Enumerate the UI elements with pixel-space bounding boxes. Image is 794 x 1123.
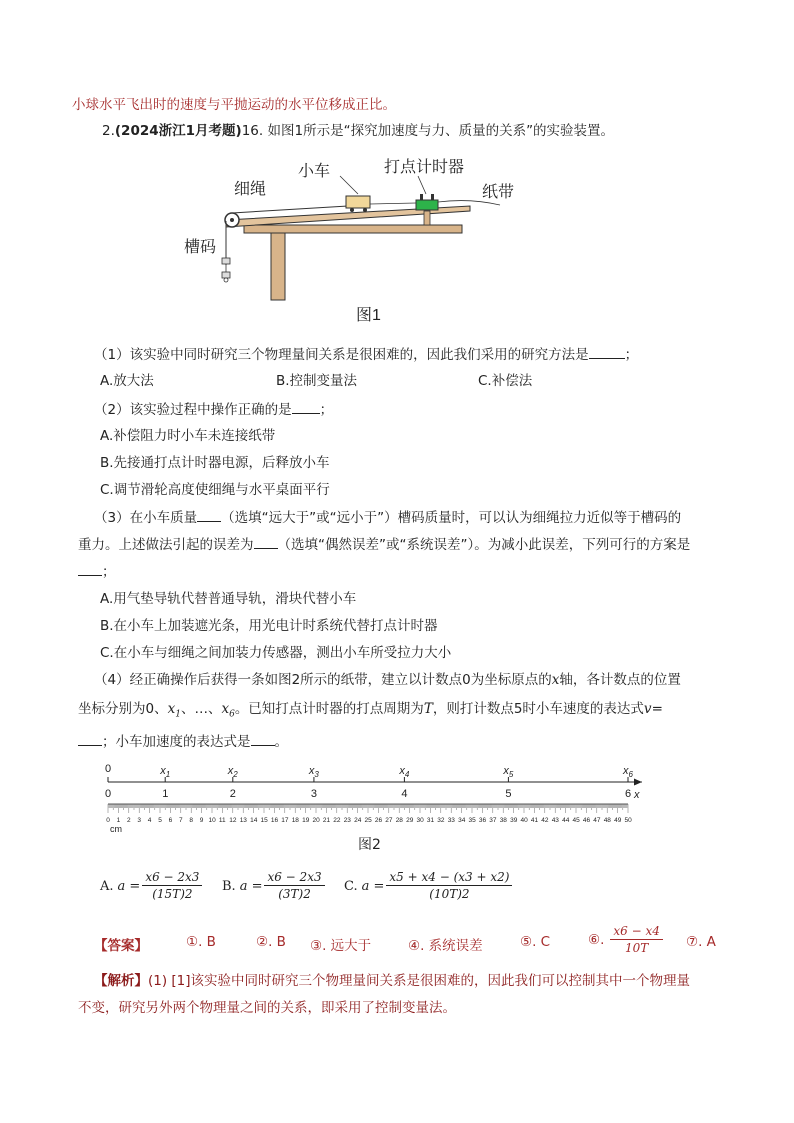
ruler-label-6: 6 [168,817,173,824]
ruler-label-10: 10 [208,817,216,824]
point-label-0: 0 [105,788,112,800]
point-label-6: 6 [625,788,632,800]
formula-option-c: C. a = $\frac{x5 + x4 - (x3 + x2)}{(10T)2}$ [344,870,514,902]
paper-tape [438,201,500,205]
part3-line-3: ； [78,562,116,581]
answer-4: ④. 系统误差 [408,938,483,954]
ruler-label-9: 9 [199,817,204,824]
analysis-line-1: 【解析】(1) [1]该实验中同时研究三个物理量间关系是很困难的，因此我们可以控制其中一个物理量 [94,973,691,989]
question-index: 16. [241,123,264,139]
formula-option-a: A. a = $\frac{x6 - 2x3}{(15T)2}$ [100,870,204,902]
answer-2: ②. B [256,934,286,950]
ruler-label-4: 4 [147,817,152,824]
x-label-2: $x_2$ [227,765,238,779]
answer-7: ⑦. A [686,934,716,950]
ruler-label-20: 20 [312,817,320,824]
part4-line-1: （4）经正确操作后获得一条如图2所示的纸带，建立以计数点0为坐标原点的x轴，各计数点的位置 [94,672,681,688]
answer-tag: 【答案】 [94,938,148,954]
figure-2-unit: cm [110,824,122,834]
question-stem [102,122,614,140]
x-label-5: $x_5$ [503,765,514,779]
ruler-label-36: 36 [478,817,487,824]
part2-option-a: A.补偿阻力时小车未连接纸带 [100,428,276,444]
ruler-label-46: 46 [582,817,591,824]
intro-line: 小球水平飞出时的速度与平抛运动的水平位移成正比。 [72,97,396,113]
ruler-label-35: 35 [468,817,476,824]
ruler-label-5: 5 [158,817,162,824]
label-rope: 细绳 [234,181,267,198]
car [346,196,370,208]
figure-2-caption: 图2 [358,837,381,853]
question-source: (2024浙江1月考题) [114,123,242,139]
ruler-label-3: 3 [137,817,142,824]
label-weight: 槽码 [184,239,217,256]
rope-line [232,206,348,213]
ruler-label-14: 14 [250,817,258,824]
answer-6: ⑥. $\frac{x6 - x4}{10T}$ [588,924,665,956]
ruler-label-37: 37 [489,817,497,824]
ruler-label-33: 33 [447,817,455,824]
part2-question: （2）该实验过程中操作正确的是 ； [94,402,334,418]
ruler-label-25: 25 [364,817,372,824]
ruler-label-38: 38 [499,817,507,824]
axis-x-symbol: x [634,789,640,801]
ruler-label-8: 8 [189,817,194,824]
point-label-4: 4 [401,788,408,800]
x-axis-arrow [634,779,642,786]
ruler-label-22: 22 [333,817,341,824]
ruler-label-12: 12 [229,817,237,824]
table-leg [271,233,285,300]
ruler-label-30: 30 [416,817,424,824]
figure-1-caption: 图1 [356,307,381,324]
part1-option-a: A.放大法 [100,373,154,389]
ruler-label-26: 26 [374,817,383,824]
ruler-label-32: 32 [437,817,445,824]
label-car: 小车 [298,163,331,180]
point-label-3: 3 [310,788,318,800]
ruler-label-16: 16 [270,817,279,824]
part4-line-2: 坐标分别为0、$x_1$、…、$x_6$。已知打点计时器的打点周期为T，则打计数点5时小车速度的表达式v= [78,701,663,720]
x-label-3: $x_3$ [308,765,319,779]
question-text: 如图1所示是“探究加速度与力、质量的关系”的实验装置。 [267,123,615,139]
x-label-6: $x_6$ [623,765,633,779]
ruler-label-17: 17 [281,817,289,824]
part3-line-2: 重力。上述做法引起的误差为 （选填“偶然误差”或“系统误差”）。为减小此误差，下列可行的方案是 [78,537,691,553]
ruler-label-11: 11 [218,817,226,824]
table-board [244,225,462,233]
ruler-label-27: 27 [385,817,393,824]
question-number: 2. [102,123,115,139]
ruler-label-13: 13 [239,817,247,824]
formula-option-b: B. a = $\frac{x6 - 2x3}{(3T)2}$ [222,870,327,902]
ruler-label-24: 24 [354,817,362,824]
ruler-label-7: 7 [179,817,183,824]
answer-blank[interactable] [254,535,278,549]
part3-option-a: A.用气垫导轨代替普通导轨，滑块代替小车 [100,591,357,607]
ruler-label-23: 23 [343,817,351,824]
ruler-label-1: 1 [116,817,121,824]
part1-option-c: C.补偿法 [478,373,533,389]
part3-line-1: （3）在小车质量 （选填“远大于”或“远小于”）槽码质量时，可以认为细绳拉力近似等于槽码的 [94,510,682,526]
ruler-label-48: 48 [603,817,611,824]
ruler-label-15: 15 [260,817,268,824]
part2-option-b: B.先接通打点计时器电源，后释放小车 [100,455,330,471]
x-label-1: $x_1$ [160,765,171,779]
answer-blank[interactable] [78,732,102,746]
ruler-label-45: 45 [572,817,580,824]
ruler-label-34: 34 [458,817,466,824]
ruler-label-42: 42 [541,817,549,824]
answer-5: ⑤. C [520,934,551,950]
label-timer: 打点计时器 [384,159,465,176]
answer-blank[interactable] [292,400,320,414]
ruler-label-28: 28 [395,817,403,824]
ruler-label-19: 19 [302,817,310,824]
x-label-4: $x_4$ [399,765,410,779]
ruler-label-43: 43 [551,817,559,824]
point-label-5: 5 [505,788,512,800]
analysis-line-2: 不变，研究另外两个物理量之间的关系，即采用了控制变量法。 [78,1000,456,1016]
figure-1-apparatus [170,148,550,333]
ruler-label-44: 44 [562,817,570,824]
answer-blank[interactable] [197,508,221,522]
ruler-label-49: 49 [614,817,622,824]
point-label-2: 2 [229,788,236,800]
part4-line-3: ；小车加速度的表达式是 。 [78,732,288,751]
point-label-1: 1 [162,788,169,800]
weight-1 [222,258,230,264]
answer-blank[interactable] [78,562,102,576]
weight-2 [222,272,230,278]
answer-blank[interactable] [251,732,275,746]
ruler-label-47: 47 [593,817,601,824]
ruler-label-39: 39 [510,817,518,824]
ruler-label-0: 0 [106,817,110,824]
timer [416,200,438,210]
top-zero-label: 0 [105,763,112,775]
track-support [424,211,430,225]
ruler-label-21: 21 [322,817,331,824]
label-tape: 纸带 [482,184,515,201]
ruler-label-40: 40 [520,817,528,824]
ruler-label-50: 50 [624,817,632,824]
part1-question: （1）该实验中同时研究三个物理量间关系是很困难的，因此我们采用的研究方法是 ； [94,347,639,363]
ruler-label-41: 41 [530,817,539,824]
part3-option-c: C.在小车与细绳之间加装力传感器，测出小车所受拉力大小 [100,645,452,661]
part2-option-c: C.调节滑轮高度使细绳与水平桌面平行 [100,482,330,498]
ruler-label-18: 18 [291,817,299,824]
ruler-label-31: 31 [426,817,435,824]
ruler-label-29: 29 [406,817,414,824]
ruler-label-2: 2 [127,817,131,824]
part3-option-b: B.在小车上加装遮光条，用光电计时系统代替打点计时器 [100,618,438,634]
answer-3: ③. 远大于 [310,938,372,954]
answer-blank[interactable] [589,345,625,359]
answer-1: ①. B [186,934,216,950]
part1-option-b: B.控制变量法 [276,373,358,389]
